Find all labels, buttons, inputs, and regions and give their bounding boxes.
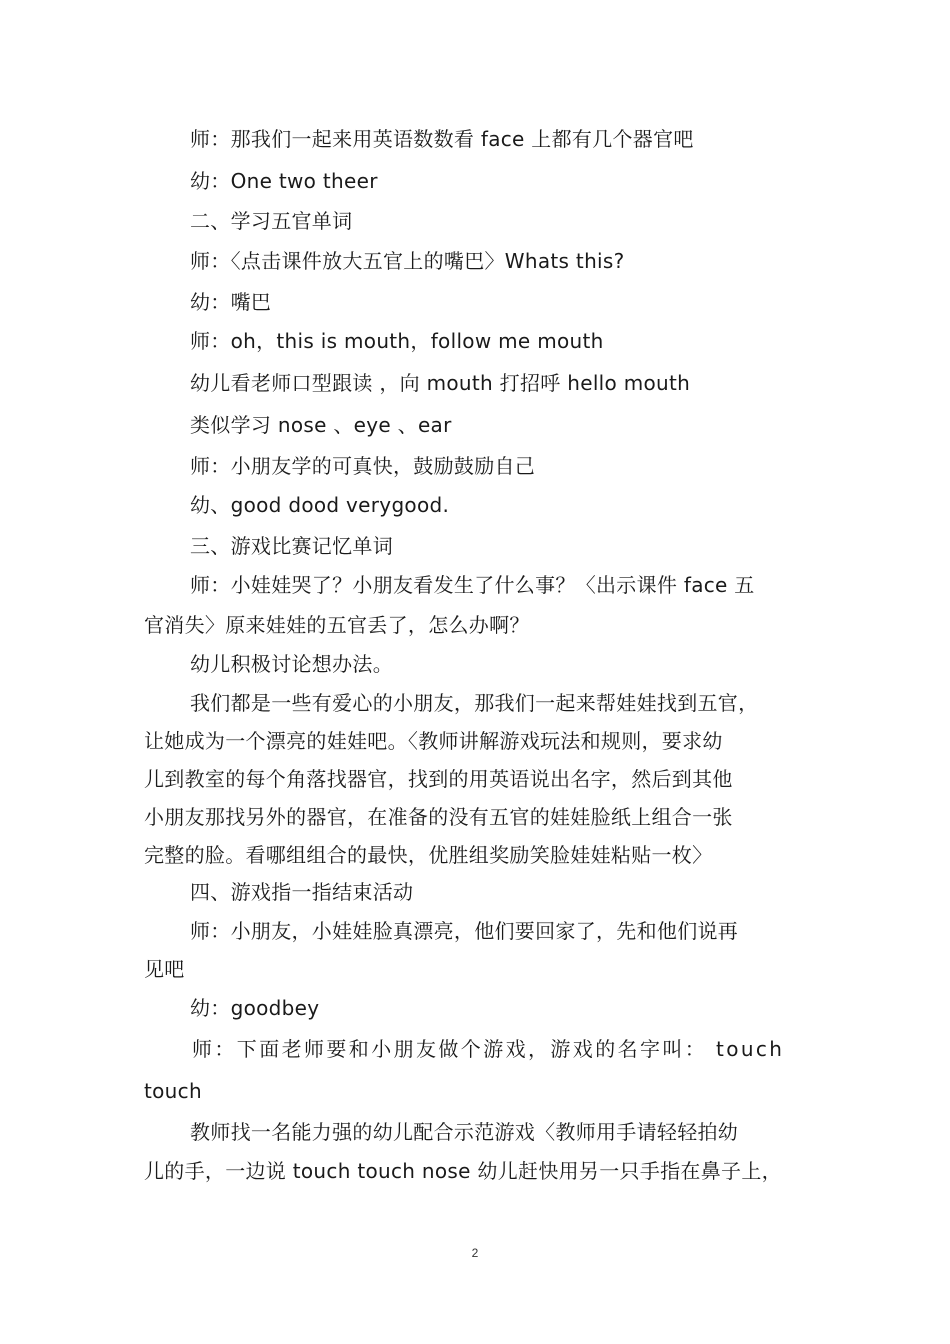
text-line: 幼：嘴巴 [190,290,272,314]
section-heading: 三、游戏比赛记忆单词 [190,534,393,558]
text-line: 幼、good dood verygood. [190,493,450,517]
text-line: 儿的手，一边说 touch touch nose 幼儿赶快用另一只手指在鼻子上， [144,1159,782,1183]
text-line: 我们都是一些有爱心的小朋友，那我们一起来帮娃娃找到五官， [190,691,759,715]
text-line: 师：小娃娃哭了？小朋友看发生了什么事？〈出示课件 face 五 [190,573,755,597]
text-line: 师：小朋友学的可真快，鼓励鼓励自己 [190,454,536,478]
section-heading: 四、游戏指一指结束活动 [190,880,414,904]
text-line: 儿到教室的每个角落找器官，找到的用英语说出名字，然后到其他 [144,767,733,791]
text-line: 师：下面老师要和小朋友做个游戏，游戏的名字叫： touch [192,1037,785,1061]
text-line: 师：〈点击课件放大五官上的嘴巴〉Whats this? [190,249,625,273]
text-line: 师：小朋友，小娃娃脸真漂亮，他们要回家了，先和他们说再 [190,919,739,943]
text-line: touch [144,1079,202,1103]
text-line: 完整的脸。看哪组组合的最快，优胜组奖励笑脸娃娃粘贴一枚〉 [144,843,713,867]
text-line: 官消失〉原来娃娃的五官丢了，怎么办啊？ [144,613,530,637]
text-line: 幼：One two theer [190,169,378,193]
text-line: 幼：goodbey [190,996,320,1020]
page-number: 2 [471,1246,479,1260]
text-line: 幼儿看老师口型跟读 ，向 mouth 打招呼 hello mouth [190,371,691,395]
text-line: 类似学习 nose 、eye 、ear [190,413,452,437]
section-heading: 二、学习五官单词 [190,209,353,233]
text-line: 师：oh，this is mouth，follow me mouth [190,329,604,353]
text-line: 幼儿积极讨论想办法。 [190,652,393,676]
text-line: 教师找一名能力强的幼儿配合示范游戏〈教师用手请轻轻拍幼 [190,1120,739,1144]
text-line: 小朋友那找另外的器官，在准备的没有五官的娃娃脸纸上组合一张 [144,805,733,829]
text-line: 师：那我们一起来用英语数数看 face 上都有几个器官吧 [190,127,694,151]
text-line: 见吧 [144,957,185,981]
text-line: 让她成为一个漂亮的娃娃吧。〈教师讲解游戏玩法和规则，要求幼 [144,729,723,753]
